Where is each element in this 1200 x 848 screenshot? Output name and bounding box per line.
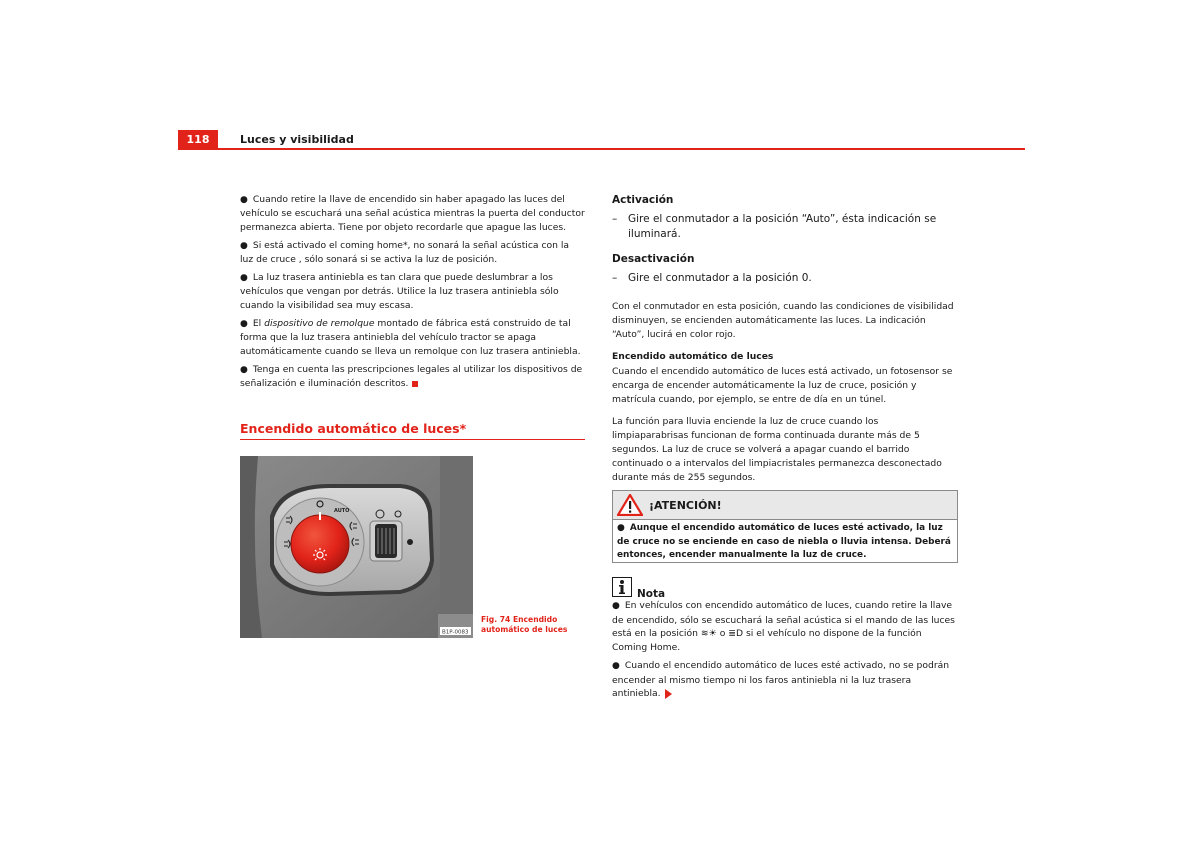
section-title: Encendido automático de luces* <box>240 421 585 440</box>
deactivation-step <box>612 271 957 286</box>
right-column <box>612 193 957 493</box>
info-icon <box>612 577 632 597</box>
bullet-paragraph <box>240 239 585 267</box>
subheading: Encendido automático de luces <box>612 351 774 362</box>
deactivation-text: Gire el conmutador a la posición 0. <box>628 272 812 284</box>
dash-icon: – <box>612 213 618 225</box>
bullet-paragraph <box>240 193 585 235</box>
bullet-icon: ● <box>612 601 620 611</box>
note-item <box>612 659 957 701</box>
warning-body-text: Aunque el encendido automático de luces esté activado, la luz de cruce no se enciende en caso de niebla o lluvia intensa. Deberá entonces, encender manualmente la luz de cruce. <box>617 523 951 560</box>
note-text: En vehículos con encendido automático de luces, cuando retire la llave de encendido, sólo se escuchará la señal acústica si el mando de las luces está en la posición ≋☀ o ≣D si el vehículo no dispone de la función Coming Home. <box>612 600 955 654</box>
note-title: Nota <box>637 588 666 600</box>
activation-heading: Activación <box>612 194 674 206</box>
warning-title: ¡ATENCIÓN! <box>649 498 722 512</box>
activation-text: Gire el conmutador a la posición “Auto”, ésta indicación se iluminará. <box>628 213 937 240</box>
dash-icon: – <box>612 272 618 284</box>
warning-header <box>613 491 957 520</box>
light-switch-illustration <box>240 456 473 638</box>
deactivation-heading: Desactivación <box>612 253 695 265</box>
bullet-text: Tenga en cuenta las prescripciones legales al utilizar los dispositivos de señalización e iluminación descritos. <box>240 364 583 389</box>
bullet-text: Cuando retire la llave de encendido sin haber apagado las luces del vehículo se escuchará una señal acústica mientras la puerta del conductor permanezca abierta. Tiene por objeto recordarle que apague las luces. <box>240 194 585 233</box>
light-switch-figure <box>240 456 473 638</box>
bullet-text: Si está activado el coming home*, no sonará la señal acústica con la luz de cruce , sólo sonará si se activa la luz de posición. <box>240 240 570 265</box>
continue-arrow-icon <box>665 689 672 699</box>
bullet-icon: ● <box>617 523 625 533</box>
end-of-section-icon <box>412 381 418 387</box>
bullet-text: La luz trasera antiniebla es tan clara que puede deslumbrar a los vehículos que vengan por detrás. Utilice la luz trasera antiniebla sólo cuando la visibilidad sea muy escasa. <box>240 272 559 311</box>
warning-triangle-icon <box>617 494 643 516</box>
bullet-text-post: montado de fábrica está construido de tal forma que la luz trasera antiniebla del vehículo tractor se apaga automáticamente cuando se lleva un remolque con luz trasera antiniebla. <box>240 318 581 357</box>
bullet-icon: ● <box>240 195 248 205</box>
bullet-icon: ● <box>612 660 620 671</box>
paragraph: La función para lluvia enciende la luz de cruce cuando los limpiaparabrisas funcionan de forma continuada durante más de 5 segundos. La luz de cruce se volverá a apagar cuando el barrido continuado o a intervalos del limpiacristales permanezca desconectado durante más de 255 segundos. <box>612 416 942 483</box>
page-number: 118 <box>178 130 218 148</box>
figure-caption: Fig. 74 Encendido automático de luces <box>481 615 568 634</box>
bullet-icon: ● <box>240 241 248 251</box>
note-item <box>612 599 957 655</box>
bullet-text-italic: dispositivo de remolque <box>264 318 375 329</box>
bullet-icon: ● <box>240 365 248 375</box>
bullet-paragraph <box>240 271 585 313</box>
note-header <box>612 577 666 600</box>
paragraph: Cuando el encendido automático de luces está activado, un fotosensor se encarga de encender automáticamente la luz de cruce, posición y matrícula cuando, por ejemplo, se entre de día en un túnel. <box>612 366 953 405</box>
running-title: Luces y visibilidad <box>240 133 354 146</box>
activation-step <box>612 212 957 242</box>
note-text: Cuando el encendido automático de luces esté activado, no se podrán encender al mismo tiempo ni los faros antiniebla ni la luz trasera antiniebla. <box>612 659 950 700</box>
figure-code: B1P-0083 <box>442 629 469 636</box>
paragraph: Con el conmutador en esta posición, cuando las condiciones de visibilidad disminuyen, se encienden automáticamente las luces. La indicación “Auto”, lucirá en color rojo. <box>612 301 954 340</box>
bullet-icon: ● <box>240 319 248 329</box>
note-body <box>612 599 957 705</box>
svg-text:AUTO: AUTO <box>334 508 350 514</box>
bullet-paragraph <box>240 317 585 359</box>
bullet-text-pre: El <box>252 318 265 329</box>
left-column <box>240 193 585 395</box>
bullet-icon: ● <box>240 273 248 283</box>
warning-text <box>613 520 957 563</box>
warning-box <box>612 490 958 563</box>
header-rule <box>178 148 1025 150</box>
bullet-paragraph <box>240 363 585 391</box>
